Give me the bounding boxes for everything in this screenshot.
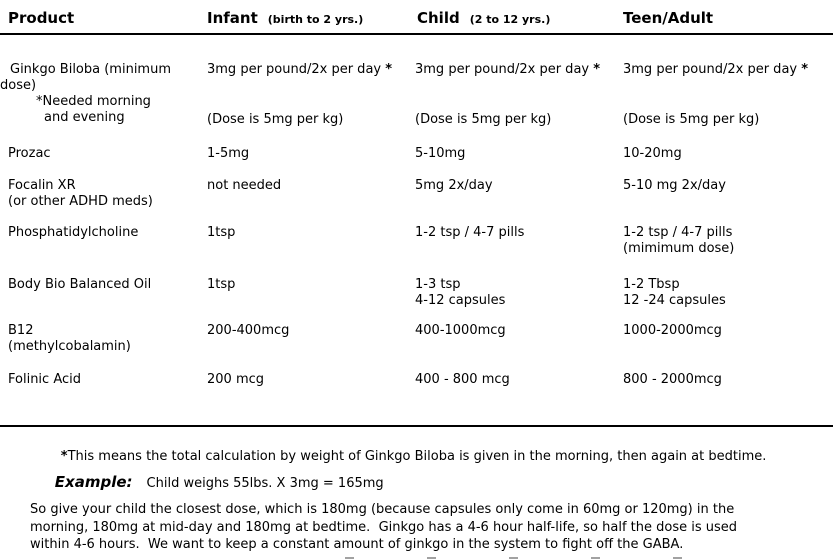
infant-cell xyxy=(207,178,415,210)
product-name-line: Ginkgo Biloba (minimum xyxy=(10,62,172,77)
example-label: Example: xyxy=(54,473,133,491)
infant-cell xyxy=(207,277,415,309)
child-cell xyxy=(415,62,623,128)
product-note-line: and evening xyxy=(44,110,125,125)
child-age-range: (2 to 12 yrs.) xyxy=(469,13,551,26)
dose-line: 1-3 tsp xyxy=(415,277,461,292)
product-cell xyxy=(0,323,207,355)
child-cell xyxy=(415,146,623,162)
example-line xyxy=(30,458,384,506)
dose-line: 5-10mg xyxy=(415,146,466,161)
example-text: Child weighs 55lbs. X 3mg = 165mg xyxy=(146,476,384,491)
table-row-ginkgo-biloba xyxy=(0,62,833,128)
teen-adult-header-label: Teen/Adult xyxy=(623,9,714,27)
column-header-teen-adult xyxy=(623,9,713,27)
teen-adult-cell xyxy=(623,178,833,210)
product-name-line: B12 xyxy=(8,323,34,338)
teen-adult-cell xyxy=(623,372,833,388)
dose-text: 3mg per pound/2x per day xyxy=(623,62,802,77)
footnote-text: This means the total calculation by weight of Ginkgo Biloba is given in the morning, then again at bedtime. xyxy=(67,449,767,464)
column-header-child xyxy=(417,9,550,27)
dose-line: 1tsp xyxy=(207,277,236,292)
column-header-product xyxy=(8,9,74,27)
dose-note: (Dose is 5mg per kg) xyxy=(623,112,760,127)
dose-note: (Dose is 5mg per kg) xyxy=(415,112,552,127)
product-name-line: Prozac xyxy=(8,146,51,161)
dose-line: 200 mcg xyxy=(207,372,265,387)
dosing-explanation-line: within 4-6 hours. We want to keep a constant amount of ginkgo in the system to fight off the GABA. xyxy=(30,537,684,552)
dosing-explanation xyxy=(30,501,737,554)
dose-line: 5-10 mg 2x/day xyxy=(623,178,726,193)
dose-line xyxy=(207,62,415,78)
product-name-line: Phosphatidylcholine xyxy=(8,225,139,240)
product-cell xyxy=(0,225,207,257)
table-row-prozac xyxy=(0,146,833,162)
dose-line: 1-2 tsp / 4-7 pills xyxy=(623,225,733,240)
dose-line xyxy=(623,62,833,78)
dose-line: 5mg 2x/day xyxy=(415,178,493,193)
teen-adult-cell xyxy=(623,146,833,162)
product-cell xyxy=(0,178,207,210)
table-row-body-bio-balanced-oil xyxy=(0,277,833,309)
teen-adult-cell xyxy=(623,225,833,257)
dose-text: 3mg per pound/2x per day xyxy=(415,62,594,77)
infant-header-label: Infant xyxy=(207,9,258,27)
dose-note: (Dose is 5mg per kg) xyxy=(207,112,344,127)
dose-line: 1tsp xyxy=(207,225,236,240)
child-cell xyxy=(415,178,623,210)
product-cell xyxy=(0,62,207,128)
product-name-line: (methylcobalamin) xyxy=(8,339,131,354)
child-cell xyxy=(415,277,623,309)
child-cell xyxy=(415,372,623,388)
child-cell xyxy=(415,225,623,257)
child-header-label: Child xyxy=(417,9,460,27)
teen-adult-cell xyxy=(623,62,833,128)
table-row-focalin-xr xyxy=(0,178,833,210)
dose-line: 400-1000mcg xyxy=(415,323,506,338)
dose-line: 12 -24 capsules xyxy=(623,293,726,308)
infant-cell xyxy=(207,225,415,257)
infant-age-range: (birth to 2 yrs.) xyxy=(267,13,364,26)
infant-cell xyxy=(207,372,415,388)
dose-line: 1-2 Tbsp xyxy=(623,277,680,292)
product-cell xyxy=(0,146,207,162)
dose-line: 1000-2000mcg xyxy=(623,323,722,338)
footnote-star-marker: * xyxy=(801,62,809,77)
product-cell xyxy=(0,372,207,388)
product-header-label: Product xyxy=(8,9,75,27)
dose-line: not needed xyxy=(207,178,282,193)
table-row-folinic-acid xyxy=(0,372,833,388)
infant-cell xyxy=(207,323,415,355)
footnote-star-marker: * xyxy=(593,62,601,77)
infant-cell xyxy=(207,62,415,128)
product-note-line: *Needed morning xyxy=(36,94,151,109)
child-cell xyxy=(415,323,623,355)
product-cell xyxy=(0,277,207,309)
dose-line: 400 - 800 mcg xyxy=(415,372,510,387)
table-row-b12 xyxy=(0,323,833,355)
footer-section xyxy=(0,425,833,559)
dose-line: 1-2 tsp / 4-7 pills xyxy=(415,225,525,240)
dose-line xyxy=(415,62,623,78)
dose-note: (mimimum dose) xyxy=(623,241,735,256)
dose-line: 1-5mg xyxy=(207,146,250,161)
dose-text: 3mg per pound/2x per day xyxy=(207,62,386,77)
dose-line: 10-20mg xyxy=(623,146,682,161)
dosing-explanation-line: So give your child the closest dose, which is 180mg (because capsules only come in 60mg or 120mg) in the xyxy=(30,502,735,517)
dose-line: 800 - 2000mcg xyxy=(623,372,722,387)
column-header-infant xyxy=(207,9,363,27)
dosing-explanation-line: morning, 180mg at mid-day and 180mg at bedtime. Ginkgo has a 4-6 hour half-life, so half the dose is used xyxy=(30,519,738,535)
footnote-star: * xyxy=(60,449,68,464)
product-name-line: Body Bio Balanced Oil xyxy=(8,277,152,292)
footnote-star-marker: * xyxy=(385,62,393,77)
infant-cell xyxy=(207,146,415,162)
product-name-line: Folinic Acid xyxy=(8,372,81,387)
teen-adult-cell xyxy=(623,323,833,355)
product-name-line: dose) xyxy=(0,78,37,93)
teen-adult-cell xyxy=(623,277,833,309)
table-header xyxy=(0,0,833,35)
product-name-line: Focalin XR xyxy=(8,178,76,193)
dose-line: 4-12 capsules xyxy=(415,293,506,308)
table-row-phosphatidylcholine xyxy=(0,225,833,257)
product-name-line: (or other ADHD meds) xyxy=(8,194,153,209)
dose-line: 200-400mcg xyxy=(207,323,290,338)
